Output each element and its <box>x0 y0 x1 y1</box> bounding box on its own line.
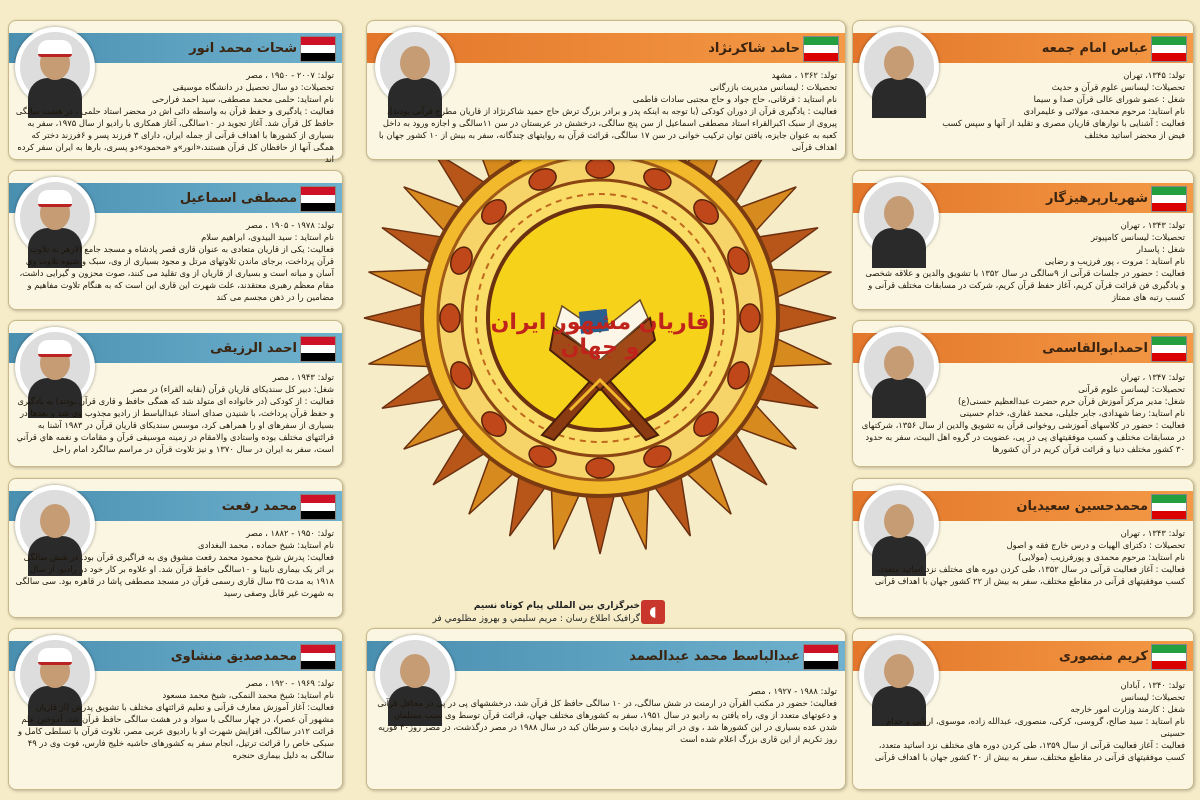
bio-birth: تولد: ۱۳۴۷ ، تهران <box>1120 372 1185 382</box>
credits <box>410 600 640 626</box>
reciter-bio <box>377 685 837 785</box>
credits-agency: خبرگزاري بين المللي پيام كوتاه نسيم <box>473 601 640 611</box>
bio-birth: تولد: ۱۳۶۲ ، مشهد <box>771 70 837 80</box>
egypt-flag-icon <box>300 186 336 212</box>
bio-birth: تولد: ۱۹۸۸ - ۱۹۲۷ ، مصر <box>749 686 837 696</box>
credits-designers: گرافيک اطلاع رسان : مريم سليمي و بهروز مظلومي فر <box>432 614 640 624</box>
bio-education: تحصیلات : لیسانس مدیریت بازرگانی <box>709 82 837 92</box>
bio-education: تحصیلات: لیسانس کامپیوتر <box>1090 232 1185 242</box>
bio-teachers: نام استاید: حلمی محمد مصطفی، سید احمد فرارحی <box>152 94 334 104</box>
bio-teachers: نام استاید : فرقانی، حاج جواد و حاج مجتبی سادات فاطمی <box>632 94 837 104</box>
iran-flag-icon <box>1151 644 1187 670</box>
bio-teachers: نام استاید: مرحوم محمدی، مولائی و علیمرادی <box>1023 106 1185 116</box>
egypt-flag-icon <box>300 336 336 362</box>
bio-job: شغل: مدیر مرکز آموزش قرآن حرم حضرت عبدالعظیم حسنی(ع) <box>957 396 1185 406</box>
bio-activity: فعالیت : یادگیری قرآن از دوران کودکی (با توجه به اینکه پدر و برادر بزرگ ترش حاج حمید شاکرنژاد از قاریان مطرح قرآنی بودند)، پیروی از سبک اکبرالقراء استاد مصطفی اسماعیل از سن پنج سالگی، درخشش در عربستان در سن ۱۱سالگی و اجازه ورود به داخل کعبه به عنوان جایزه، یافتن توان ترکیب خوانی در سن ۱۷ سالگی، قرائت قرآن به روایتهای چندگانه، سفر به بیش از ۱۰ کشور جهان با اهداف قرآنی <box>378 106 837 152</box>
iran-flag-icon <box>803 36 839 62</box>
reciter-bio <box>941 69 1185 157</box>
reciter-card-left-1 <box>8 20 343 164</box>
reciter-name: مصطفی اسماعیل <box>179 190 297 206</box>
ornament-petal <box>440 304 460 332</box>
bio-birth: تولد: ۱۹۴۳ ، مصر <box>272 372 334 382</box>
bio-job: شغل : پاسدار <box>1136 244 1185 254</box>
reciter-bio <box>861 371 1185 464</box>
bio-activity: فعالیت: پدرش شیخ محمود محمد رفعت مشوق وی به فراگیری قرآن بود. در شش سالگی بر اثر یک بیماری نابینا و ۱۰سالگی حافظ قرآن شد. او علاوه بر کار خود در رادیو، از سال ۱۹۱۸ به مدت ۳۵ سال قاری رسمی قرآن در مسجد مصطفی پاشا در قاهره بود. سی سالگی به شهرت غیر قابل وصفی رسید <box>15 552 334 598</box>
ornament-petal <box>740 304 760 332</box>
reciter-bio <box>15 69 334 164</box>
page-title: قاريان مشهور ايران و جهان <box>490 310 710 360</box>
bio-activity: فعالیت : آشنایی با نوارهای قاریان مصری و تقلید از آنها و سپس کسب فیض از محضر اساتید مختلف <box>942 118 1185 140</box>
bio-birth: تولد: ۱۹۷۸ - ۱۹۰۵ ، مصر <box>246 220 334 230</box>
reciter-name: محمدصدیق منشاوی <box>170 648 297 664</box>
bio-teachers: نام استاید: شیخ محمد النمکی، شیخ محمد مسعود <box>162 690 334 700</box>
reciter-name: شهریارپرهیزگار <box>1045 190 1148 206</box>
bio-birth: تولد: ۲۰۰۷ - ۱۹۵۰ ، مصر <box>246 70 334 80</box>
bio-job: شغل : عضو شورای عالی قرآن صدا و سیما <box>1033 94 1185 104</box>
bio-birth: تولد: ۱۹۵۰ - ۱۸۸۲ ، مصر <box>246 528 334 538</box>
ornament-petal <box>586 158 614 178</box>
reciter-bio <box>377 69 837 157</box>
bio-teachers: نام استاید : سید صالح، گروسی، کرکی، منصوری، عبدالله زاده، موسوی، اربابی و خدام حسینی <box>886 716 1185 738</box>
bio-job: شغل : کارمند وزارت امور خارجه <box>1070 704 1185 714</box>
bio-birth: تولد: ۱۹۶۹ - ۱۹۲۰ ، مصر <box>246 678 334 688</box>
bio-birth: تولد: ۱۳۴۰ ، آبادان <box>1120 680 1185 690</box>
iran-flag-icon <box>1151 36 1187 62</box>
reciter-name: محمدحسین سعیدیان <box>1016 498 1148 514</box>
reciter-name: کریم منصوری <box>1059 648 1148 664</box>
reciter-card-right-3 <box>852 320 1194 467</box>
reciter-card-left-3 <box>8 320 343 467</box>
reciter-card-bottom <box>366 628 846 790</box>
egypt-flag-icon <box>300 36 336 62</box>
bio-activity: فعالیت : حضور در جلسات قرآنی از ۹سالگی در سال ۱۳۵۲ با تشویق والدین و علاقه شخصی و یادگیری فن قرائت قرآن کریم، آغاز حفظ قرآن کریم، شرکت در مسابقات مختلف قرآنی و کسب رتبه های ممتاز <box>865 268 1185 302</box>
reciter-card-left-5 <box>8 628 343 790</box>
reciter-name: شحات محمد انور <box>189 40 297 56</box>
bio-education: تحصیلات : دکترای الهیات و درس خارج فقه و اصول <box>1006 540 1185 550</box>
bio-activity: فعالیت: یکی از قاریان متعادی به عنوان قاری قصر پادشاه و مسجد جامع الازهر به تلاوت قرآن پرداخت، برجای ماندن تلاوتهای مرتل و مجود بسیاری از وی، سبک و شیوه تلاوت وی آسان و مبانه است و بسیاری از قاریان از وی تقلید می کنند، صوت محزون و گیرایی داشت، مقام معظم رهبری معتقدند، علت شهرت این قاری این است که به هنگام تلاوت مفاهیم و مضامین را در ذهن مجسم می کند <box>19 244 334 302</box>
egypt-flag-icon <box>803 644 839 670</box>
reciter-card-top <box>366 20 846 160</box>
reciter-bio <box>15 371 334 464</box>
bio-activity: فعالیت : حضور در کلاسهای آموزشی روخوانی قرآن به تشویق والدین از سال ۱۳۵۶، شرکتهای در مسابقات مختلف و کسب موفقیتهای پی در پی، عضویت در گروه اهل البیت، سفر به حدود ۳۰ کشور مختلف دنیا و قرائت قرآن کریم در آن کشورها <box>861 420 1185 454</box>
reciter-name: حامد شاکرنژاد <box>708 40 800 56</box>
reciter-bio <box>861 679 1185 787</box>
reciter-card-right-2 <box>852 170 1194 310</box>
reciter-bio <box>15 677 334 787</box>
reciter-bio <box>15 527 334 615</box>
reciter-photo <box>859 27 939 107</box>
bio-birth: تولد: ۱۳۴۳ ، تهران <box>1120 528 1185 538</box>
reciter-card-left-2 <box>8 170 343 310</box>
bio-education: تحصیلات: لیسانس <box>1120 692 1185 702</box>
reciter-card-right-5 <box>852 628 1194 790</box>
reciter-card-right-1 <box>852 20 1194 160</box>
bio-education: تحصیلات: لیسانس علوم قرآن و حدیث <box>1051 82 1185 92</box>
reciter-bio <box>861 527 1185 615</box>
bio-activity: فعالیت : آغاز فعالیت قرآنی از سال ۱۳۵۹، طی کردن دوره های مختلف نزد اساتید متعدد، کسب موفقیتهای قرآنی در مقاطع مختلف، سفر به بیش از ۲۰ کشور جهان با اهداف قرآنی <box>874 740 1185 762</box>
iran-flag-icon <box>1151 494 1187 520</box>
bio-activity: فعالیت : آغاز فعالیت قرآنی در سال ۱۳۵۲، طی کردن دوره های مختلف نزد اساتید متعدد، کسب موفقیتهای قرآنی در مقاطع مختلف، سفر به بیش از ۲۲ کشور جهان با اهداف قرآنی <box>874 564 1185 586</box>
bio-teachers: نام استاید : مروت ، پور فرزیب و رضایی <box>1044 256 1185 266</box>
bio-activity: فعالیت: آغاز آموزش معارف قرآنی و تعلیم قرائتهای مختلف با تشویق پدرش (از قاریان مشهور آن عصر)، در چهار سالگی با سواد و در هشت سالگی حافظ قرآن شد، آموختن علم قرائت ۱۲در سالگی، افزایش شهرت او با رادیوی عربی مصر، تلاوت قرآن با تسلطی کامل و سبکی خاص را قرائت ترتیل، انجام سفر به کشورهای حاشیه خلیج فارس، فوت وی در ۴۹ سالگی به دلیل بیماری حنجره <box>18 702 334 760</box>
reciter-name: احمدابوالقاسمی <box>1042 340 1148 356</box>
reciter-name: عبدالباسط محمد عبدالصمد <box>629 648 800 664</box>
bio-birth: تولد: ۱۳۴۳ ، تهران <box>1120 220 1185 230</box>
reciter-card-left-4 <box>8 478 343 618</box>
iran-flag-icon <box>1151 186 1187 212</box>
bio-job: شغل: دبیر کل سندیکای قاریان قرآن (نقابه القراء) در مصر <box>130 384 334 394</box>
bio-birth: تولد: ۱۳۴۵، تهران <box>1123 70 1185 80</box>
reciter-name: محمد رفعت <box>221 498 297 514</box>
egypt-flag-icon <box>300 494 336 520</box>
reciter-bio <box>861 219 1185 307</box>
bio-teachers: نام استاید : سید البیدوی، ابراهیم سلام <box>201 232 334 242</box>
ornament-petal <box>586 458 614 478</box>
reciter-name: احمد الرزیقی <box>210 340 297 356</box>
bio-teachers: نام استاید: رضا شهدادی، جابر جلیلی، محمد غفاری، خدام حسینی <box>959 408 1185 418</box>
reciter-card-right-4 <box>852 478 1194 618</box>
bio-activity: فعالیت: حضور در مکتب القرآن در ارمنت در شش سالگی، در ۱۰ سالگی حافظ کل قرآن شد، درخششهای پی در پی در محافل قرآنی و دعوتهای متعدد از وی، راه یافتن به رادیو در سال ۱۹۵۱، سفر به کشورهای مختلف جهان، قرائت قرآن توسط وی سبب مسلمان شدن عده بسیاری در این کشورها شد ، وی در اثر بیماری دیابت و سرطان کبد در سال ۱۹۸۸ در مصر درگذشت، در مصر روز۳۰ فوریه روز تکریم از این قاری بزرگ اعلام شده است <box>377 698 837 744</box>
bio-activity: فعالیت : از کودکی (در خانواده ای متولد شد که همگی حافظ و قاری قرآن بودند) به یادگیری و حفظ قرآن پرداخت، با شنیدن صدای استاد عبدالباسط از رادیو مجذوب وی شد و بعدها در بسیاری از سفرهای او را همراهی کرد، موسس سندیکای قاریان قرآن در ۱۹۸۳ آشنا به قرائتهای مختلف بوده واستادی والامقام در زمینه موسیقی قرآن و مقامات و نغمه هاي قرآني است، سفر به ایران در سال ۱۳۷۰ و نیز تلاوت قرآن در مراسم سالگرد امام راحل <box>16 396 334 454</box>
agency-logo-icon: ◖ <box>641 600 665 624</box>
bio-education: تحصیلات: دو سال تحصیل در دانشگاه موسیقی <box>172 82 334 92</box>
reciter-bio <box>15 219 334 307</box>
bio-teachers: نام استاید: شیخ حماده ، محمد البغدادی <box>198 540 334 550</box>
egypt-flag-icon <box>300 644 336 670</box>
bio-activity: فعالیت : یادگیری و حفظ قرآن به واسطه دائی اش در محضر استاد حلمی ، در هشت سالگی حافظ کل قرآن شد. آغاز تجوید در ۱۰سالگی، آغاز همکاری با رادیو از سال ۱۹۷۵، سفر به بسیاری از کشورها با اهداف قرآنی از جمله ایران، دارای ۳ فرزند پسر و ۶فرزند دختر که همگی آنها از حافظان کل قرآن هستند،«انور»و «محمود»دو پسری، بارها به ایران سفر کرده اند <box>15 106 334 164</box>
bio-teachers: نام استاید: مرحوم محمدی و پورفرزیب (مولایی) <box>1018 552 1185 562</box>
reciter-name: عباس امام جمعه <box>1041 40 1148 56</box>
bio-education: تحصیلات: لیسانس علوم قرآنی <box>1078 384 1185 394</box>
iran-flag-icon <box>1151 336 1187 362</box>
